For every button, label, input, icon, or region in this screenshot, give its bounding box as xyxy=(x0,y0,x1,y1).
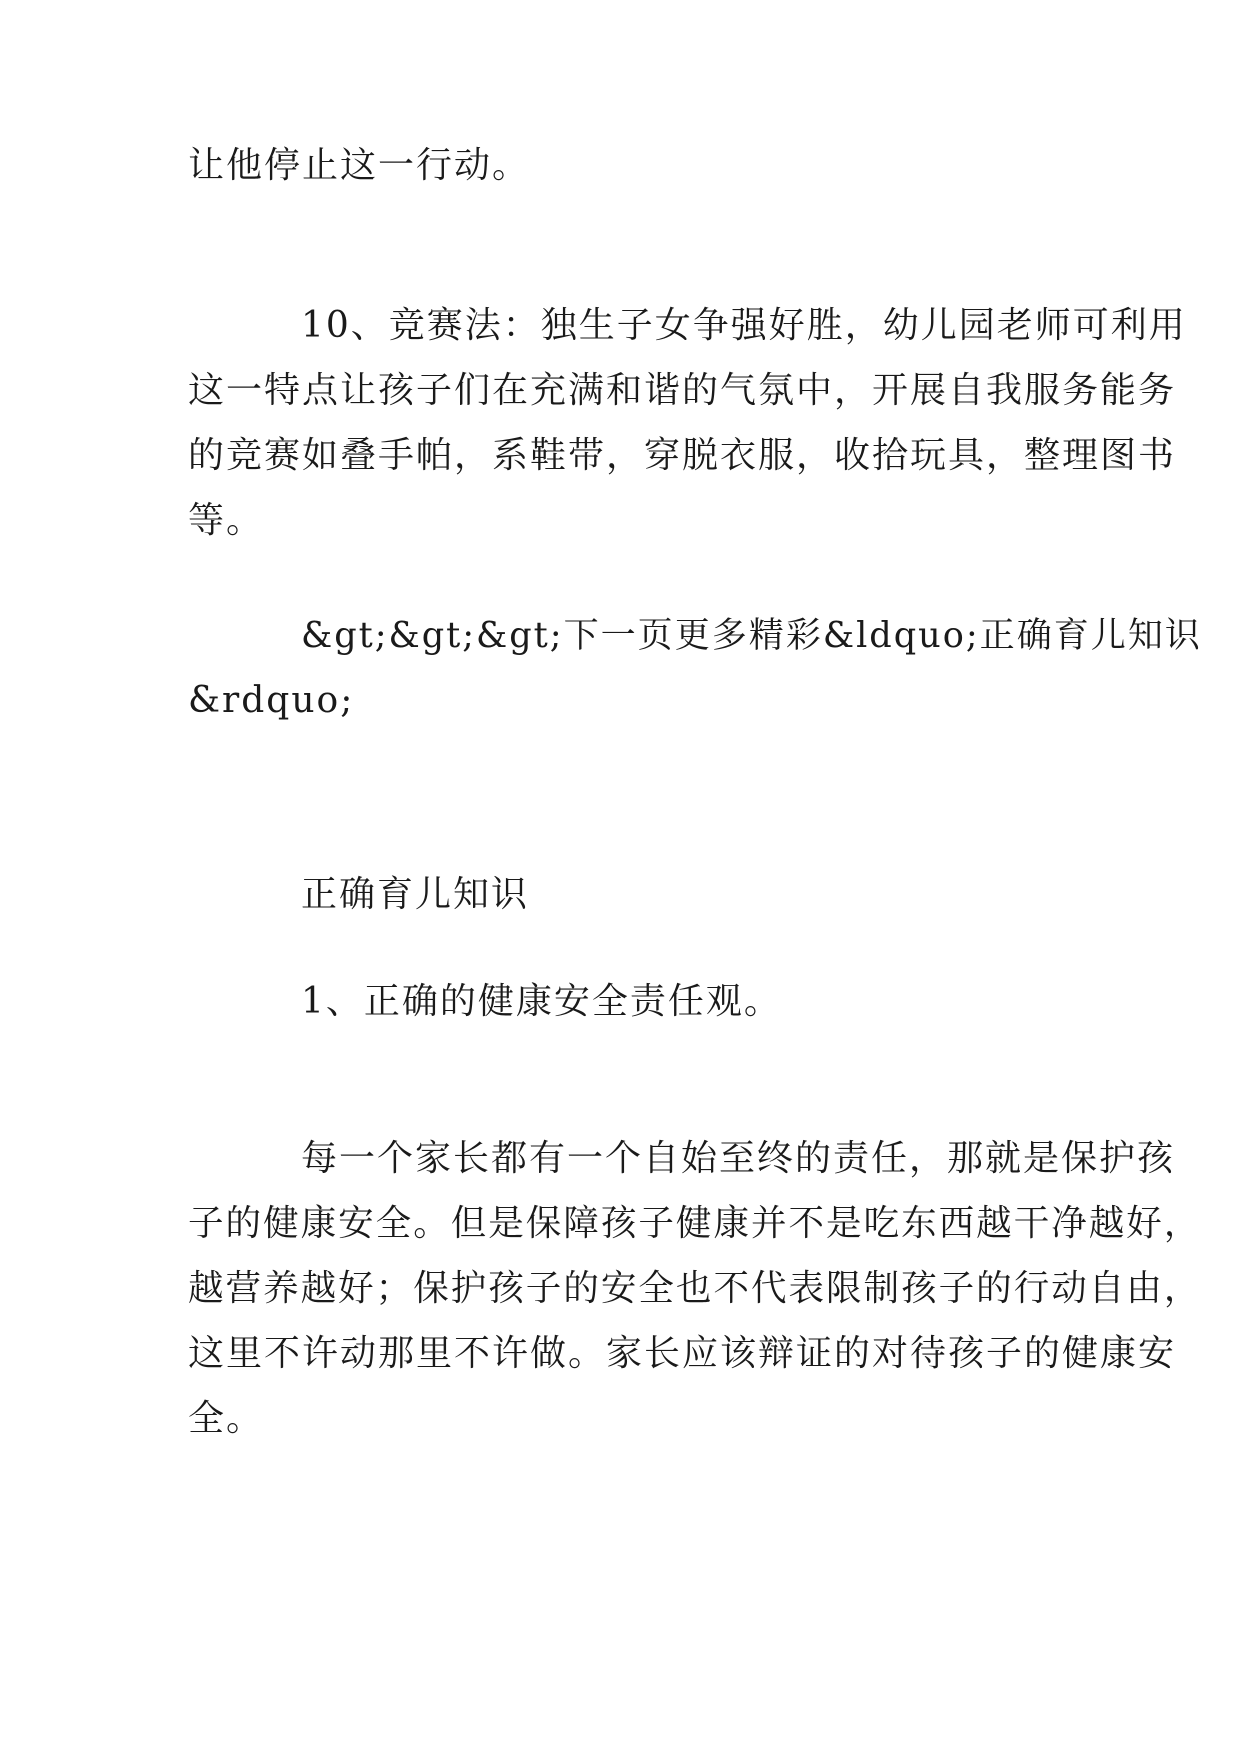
text-line: 让他停止这一行动。 xyxy=(188,145,531,186)
paragraph-health-safety xyxy=(188,1126,1202,1451)
text-line: 的竞赛如叠手帕，系鞋带，穿脱衣服，收拾玩具，整理图书 xyxy=(188,435,1177,476)
text-line: 这一特点让孩子们在充满和谐的气氛中，开展自我服务能务 xyxy=(188,370,1177,411)
text-line: &gt;&gt;&gt;下一页更多精彩&ldquo;正确育儿知识 xyxy=(301,615,1202,656)
next-page-link[interactable] xyxy=(188,603,1202,733)
text-line: 每一个家长都有一个自始至终的责任，那就是保护孩 xyxy=(301,1138,1176,1179)
text-line: 全。 xyxy=(188,1398,265,1439)
text-line: 越营养越好；保护孩子的安全也不代表限制孩子的行动自由， xyxy=(188,1268,1202,1309)
text-line: 1、正确的健康安全责任观。 xyxy=(301,981,782,1022)
section-heading xyxy=(188,862,1068,927)
text-line: 等。 xyxy=(188,500,265,541)
subsection-heading xyxy=(188,969,1068,1034)
text-line: 正确育儿知识 xyxy=(301,874,530,915)
text-line: 10、竞赛法：独生子女争强好胜，幼儿园老师可利用 xyxy=(301,305,1187,346)
text-line: &rdquo; xyxy=(188,680,355,721)
text-line: 这里不许动那里不许做。家长应该辩证的对待孩子的健康安 xyxy=(188,1333,1177,1374)
paragraph-continuation xyxy=(188,133,1068,198)
text-line: 子的健康安全。但是保障孩子健康并不是吃东西越干净越好， xyxy=(188,1203,1202,1244)
paragraph-competition-method xyxy=(188,293,1187,553)
